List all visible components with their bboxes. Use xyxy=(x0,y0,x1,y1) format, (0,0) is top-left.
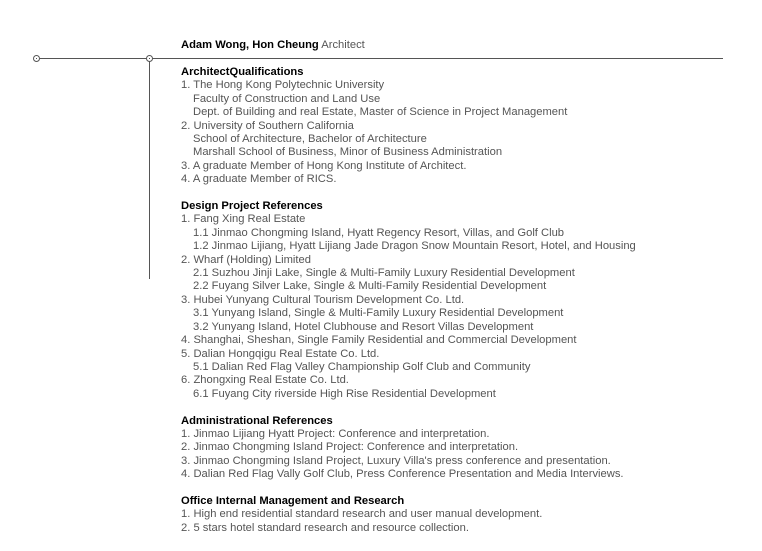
resume-content xyxy=(181,66,751,549)
resume-section xyxy=(181,66,751,187)
list-subitem: 2.1 Suzhou Jinji Lake, Single & Multi-Family Luxury Residential Development xyxy=(193,267,575,280)
list-item: 1. Jinmao Lijiang Hyatt Project: Conference and interpretation. xyxy=(181,427,490,440)
section-title: Office Internal Management and Research xyxy=(181,494,405,507)
list-item: 2. Jinmao Chongming Island Project: Conference and interpretation. xyxy=(181,441,519,454)
section-title: Administrational References xyxy=(181,414,333,427)
page-header xyxy=(181,38,365,52)
list-subitem: Marshall School of Business, Minor of Business Administration xyxy=(193,146,503,159)
list-item: 3. A graduate Member of Hong Kong Institute of Architect. xyxy=(181,159,467,172)
horizontal-rule xyxy=(36,58,723,59)
list-item: 4. A graduate Member of RICS. xyxy=(181,173,337,186)
list-subitem: 3.1 Yunyang Island, Single & Multi-Family Luxury Residential Development xyxy=(193,307,564,320)
list-subitem: 5.1 Dalian Red Flag Valley Championship Golf Club and Community xyxy=(193,360,531,373)
list-item: 4. Dalian Red Flag Vally Golf Club, Press Conference Presentation and Media Interviews. xyxy=(181,468,624,481)
list-item: 3. Hubei Yunyang Cultural Tourism Development Co. Ltd. xyxy=(181,293,465,306)
list-item: 1. The Hong Kong Polytechnic University xyxy=(181,79,385,92)
list-item: 2. 5 stars hotel standard research and resource collection. xyxy=(181,521,469,534)
list-subitem: 1.2 Jinmao Lijiang, Hyatt Lijiang Jade Dragon Snow Mountain Resort, Hotel, and Housing xyxy=(193,240,636,253)
line-endpoint-left-icon xyxy=(33,55,40,62)
resume-section xyxy=(181,415,751,482)
list-subitem: Faculty of Construction and Land Use xyxy=(193,92,381,105)
list-item: 1. High end residential standard research and user manual development. xyxy=(181,508,543,521)
list-subitem: 2.2 Fuyang Silver Lake, Single & Multi-Family Residential Development xyxy=(193,280,547,293)
list-item: 2. Wharf (Holding) Limited xyxy=(181,253,311,266)
resume-section xyxy=(181,200,751,401)
line-junction-icon xyxy=(146,55,153,62)
list-item: 4. Shanghai, Sheshan, Single Family Residential and Commercial Development xyxy=(181,334,577,347)
person-name: Adam Wong, Hon Cheung xyxy=(181,39,319,51)
list-subitem: 6.1 Fuyang City riverside High Rise Residential Development xyxy=(193,387,496,400)
list-subitem: 1.1 Jinmao Chongming Island, Hyatt Regency Resort, Villas, and Golf Club xyxy=(193,226,565,239)
list-item: 5. Dalian Hongqigu Real Estate Co. Ltd. xyxy=(181,347,380,360)
vertical-rule xyxy=(149,58,150,279)
list-subitem: Dept. of Building and real Estate, Master of Science in Project Management xyxy=(193,106,568,119)
section-title: ArchitectQualifications xyxy=(181,66,304,78)
resume-section xyxy=(181,495,751,535)
list-item: 3. Jinmao Chongming Island Project, Luxury Villa's press conference and presentation. xyxy=(181,454,611,467)
section-title: Design Project References xyxy=(181,200,323,213)
list-item: 6. Zhongxing Real Estate Co. Ltd. xyxy=(181,374,349,387)
list-item: 1. Fang Xing Real Estate xyxy=(181,213,306,226)
list-subitem: School of Architecture, Bachelor of Architecture xyxy=(193,133,427,146)
list-subitem: 3.2 Yunyang Island, Hotel Clubhouse and Resort Villas Development xyxy=(193,320,534,333)
list-item: 2. University of Southern California xyxy=(181,119,354,132)
person-role: Architect xyxy=(321,39,365,51)
